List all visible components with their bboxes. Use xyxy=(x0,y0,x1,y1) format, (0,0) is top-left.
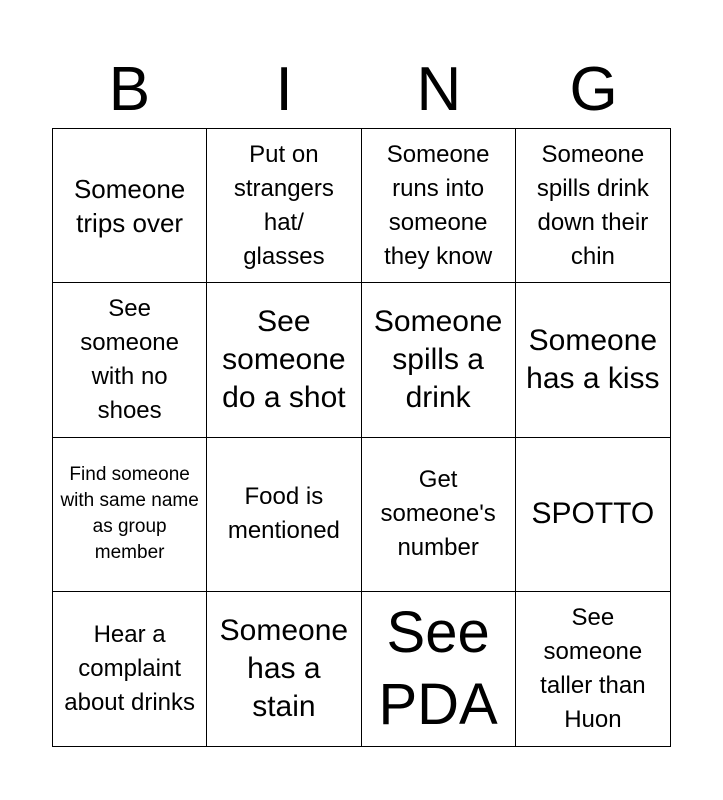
bingo-cell-text: Someone has a stain xyxy=(219,613,349,723)
bingo-cell[interactable] xyxy=(516,438,670,592)
bingo-cell-text: Someone has a kiss xyxy=(526,323,660,395)
header-letter-i: I xyxy=(275,55,293,124)
bingo-cell-text: Someone trips over xyxy=(73,173,186,238)
bingo-cell[interactable] xyxy=(516,592,670,746)
bingo-cell-text: Put on strangers hat/ glasses xyxy=(233,140,334,270)
bingo-cell[interactable] xyxy=(207,129,361,283)
bingo-cell-text: Someone spills drink down their chin xyxy=(536,140,649,270)
bingo-cell-text: Food is mentioned xyxy=(227,483,340,545)
bingo-cell-text: Someone runs into someone they know xyxy=(384,140,493,270)
header-letter-g: G xyxy=(569,55,618,124)
bingo-cell[interactable] xyxy=(53,438,207,592)
bingo-cell-text: Find someone with same name as group member xyxy=(60,464,199,564)
bingo-header xyxy=(52,52,671,128)
bingo-cell-text: Get someone's number xyxy=(380,466,496,562)
bingo-cell[interactable] xyxy=(362,438,516,592)
bingo-cell-text: See someone taller than Huon xyxy=(540,603,646,733)
bingo-cell[interactable] xyxy=(207,283,361,437)
bingo-cell[interactable] xyxy=(53,283,207,437)
bingo-cell-text: SPOTTO xyxy=(531,497,655,531)
bingo-cell[interactable] xyxy=(362,129,516,283)
bingo-board xyxy=(52,128,671,747)
bingo-cell-text: See someone with no shoes xyxy=(80,294,179,424)
bingo-cell-text: Someone spills a drink xyxy=(373,304,503,414)
header-letter-b: B xyxy=(108,55,151,124)
bingo-cell-text: See PDA xyxy=(378,599,498,737)
bingo-cell-text: See someone do a shot xyxy=(222,304,346,414)
bingo-cell[interactable] xyxy=(516,129,670,283)
bingo-cell[interactable] xyxy=(207,438,361,592)
bingo-cell[interactable] xyxy=(362,283,516,437)
bingo-cell-text: Hear a complaint about drinks xyxy=(64,620,195,716)
bingo-cell[interactable] xyxy=(53,592,207,746)
bingo-cell[interactable] xyxy=(207,592,361,746)
header-letter-n: N xyxy=(416,55,462,124)
bingo-cell[interactable] xyxy=(53,129,207,283)
bingo-cell[interactable] xyxy=(362,592,516,746)
bingo-cell[interactable] xyxy=(516,283,670,437)
